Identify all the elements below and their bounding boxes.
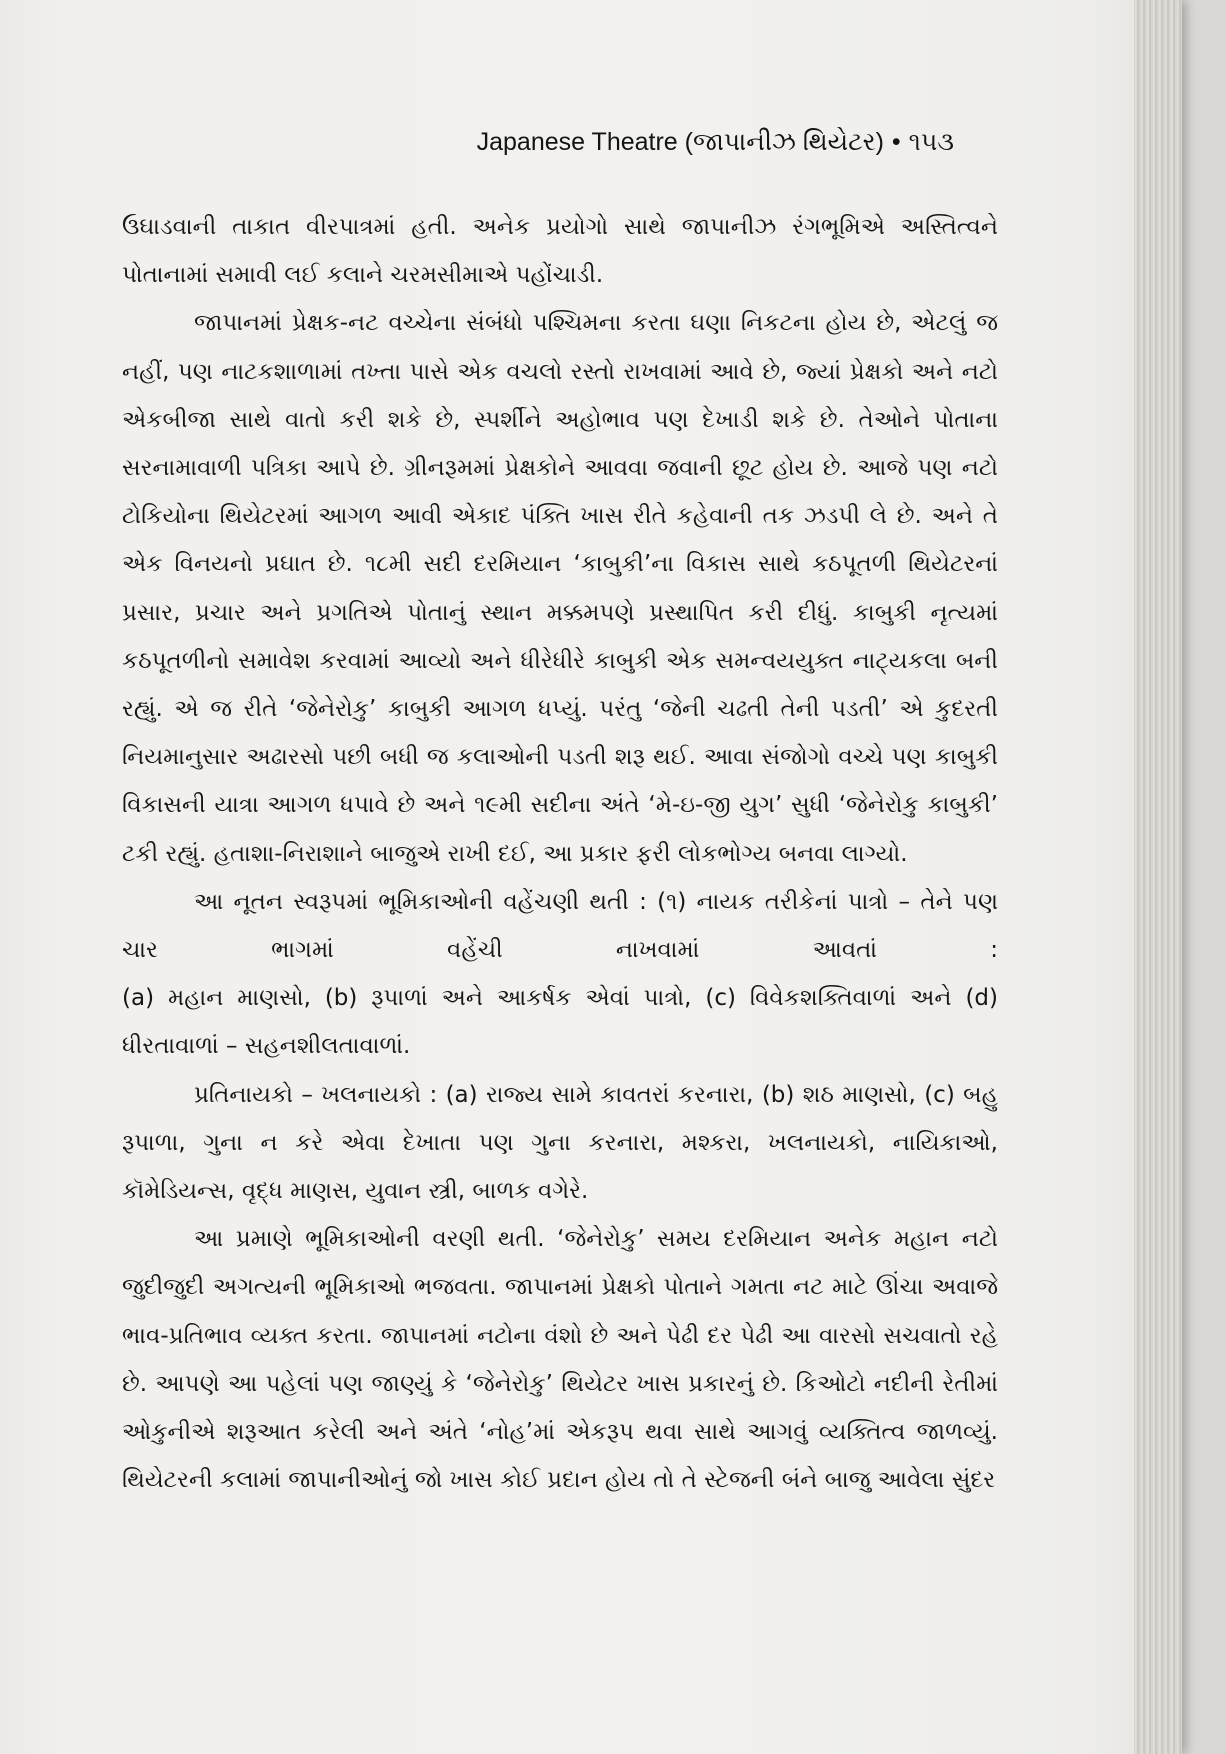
paragraph-hero-types: (a) મહાન માણસો, (b) રૂપાળાં અને આકર્ષક એવાં પાત્રો, (c) વિવેકશક્તિવાળાં અને (d) ધીરતાવાળાં – સહનશીલતાવાળાં. <box>122 985 998 1060</box>
running-head-separator: • <box>891 128 901 156</box>
paragraph-villains: પ્રતિનાયકો – ખલનાયકો : (a) રાજ્ય સામે કાવતરાં કરનારા, (b) શઠ માણસો, (c) બહુ રૂપાળા, ગુના ન કરે એવા દેખાતા પણ ગુના કરનારા, મશ્કરા, ખલનાયકો, નાયિકાઓ, કૉમેડિયન્સ, વૃદ્ધ માણસ, યુવાન સ્ત્રી, બાળક વગેરે. <box>122 1081 998 1205</box>
page-number: ૧૫૩ <box>908 128 954 156</box>
page-edge-binding <box>1134 0 1182 1754</box>
running-head <box>477 128 954 157</box>
body-text <box>122 203 998 1504</box>
running-head-title: Japanese Theatre (જાપાનીઝ થિયેટર) <box>476 128 884 156</box>
paragraph-audience-actor: જાપાનમાં પ્રેક્ષક-નટ વચ્ચેના સંબંધો પશ્ચિમના કરતા ઘણા નિકટના હોય છે, એટલું જ નહીં, પણ નાટકશાળામાં તખ્તા પાસે એક વચલો રસ્તો રાખવામાં આવે છે, જ્યાં પ્રેક્ષકો અને નટો એકબીજા સાથે વાતો કરી શકે છે, સ્પર્શીને અહોભાવ પણ દેખાડી શકે છે. તેઓને પોતાના સરનામાવાળી પત્રિકા આપે છે. ગ્રીનરૂમમાં પ્રેક્ષકોને આવવા જવાની છૂટ હોય છે. આજે પણ નટો ટોકિયોના થિયેટરમાં આગળ આવી એકાદ પંક્તિ ખાસ રીતે કહેવાની તક ઝડપી લે છે. અને તે એક વિનયનો પ્રઘાત છે. ૧૮મી સદી દરમિયાન ‘કાબુકી’ના વિકાસ સાથે કઠપૂતળી થિયેટરનાં પ્રસાર, પ્રચાર અને પ્રગતિએ પોતાનું સ્થાન મક્કમપણે પ્રસ્થાપિત કરી દીધું. કાબુકી નૃત્યમાં કઠપૂતળીનો સમાવેશ કરવામાં આવ્યો અને ધીરેધીરે કાબુકી એક સમન્વયયુક્ત નાટ્યકલા બની રહ્યું. એ જ રીતે ‘જેનેરોકુ’ કાબુકી આગળ ધપ્યું. પરંતુ ‘જેની ચઢતી તેની પડતી’ એ કુદરતી નિયમાનુસાર અઢારસો પછી બધી જ કલાઓની પડતી શરૂ થઈ. આવા સંજોગો વચ્ચે પણ કાબુકી વિકાસની યાત્રા આગળ ધપાવે છે અને ૧૯મી સદીના અંતે ‘મે-ઇ-જી યુગ’ સુધી ‘જેનેરોકુ કાબુકી’ ટકી રહ્યું. હતાશા-નિરાશાને બાજુએ રાખી દઈ, આ પ્રકાર ફરી લોકભોગ્ય બનવા લાગ્યો. <box>122 310 998 867</box>
paragraph-genroku-actors: આ પ્રમાણે ભૂમિકાઓની વરણી થતી. ‘જેનેરોકુ’ સમય દરમિયાન અનેક મહાન નટો જુદીજુદી અગત્યની ભૂમિકાઓ ભજવતા. જાપાનમાં પ્રેક્ષકો પોતાને ગમતા નટ માટે ઊંચા અવાજે ભાવ-પ્રતિભાવ વ્યક્ત કરતા. જાપાનમાં નટોના વંશો છે અને પેઢી દર પેઢી આ વારસો સચવાતો રહે છે. આપણે આ પહેલાં પણ જાણ્યું કે ‘જેનેરોકુ’ થિયેટર ખાસ પ્રકારનું છે. કિઓટો નદીની રેતીમાં ઓકુનીએ શરૂઆત કરેલી અને અંતે ‘નોહ’માં એકરૂપ થવા સાથે આગવું વ્યક્તિત્વ જાળવ્યું. થિયેટરની કલામાં જાપાનીઓનું જો ખાસ કોઈ પ્રદાન હોય તો તે સ્ટેજની બંને બાજુ આવેલા સુંદર <box>122 1226 998 1494</box>
paragraph-continuation: ઉઘાડવાની તાકાત વીરપાત્રમાં હતી. અનેક પ્રયોગો સાથે જાપાનીઝ રંગભૂમિએ અસ્તિત્વને પોતાનામાં સમાવી લઈ કલાને ચરમસીમાએ પહોંચાડી. <box>122 214 998 289</box>
paragraph-roles-intro: આ નૂતન સ્વરૂપમાં ભૂમિકાઓની વહેંચણી થતી : (૧) નાયક તરીકેનાં પાત્રો – તેને પણ ચાર ભાગમાં વહેંચી નાખવામાં આવતાં : <box>122 888 998 964</box>
